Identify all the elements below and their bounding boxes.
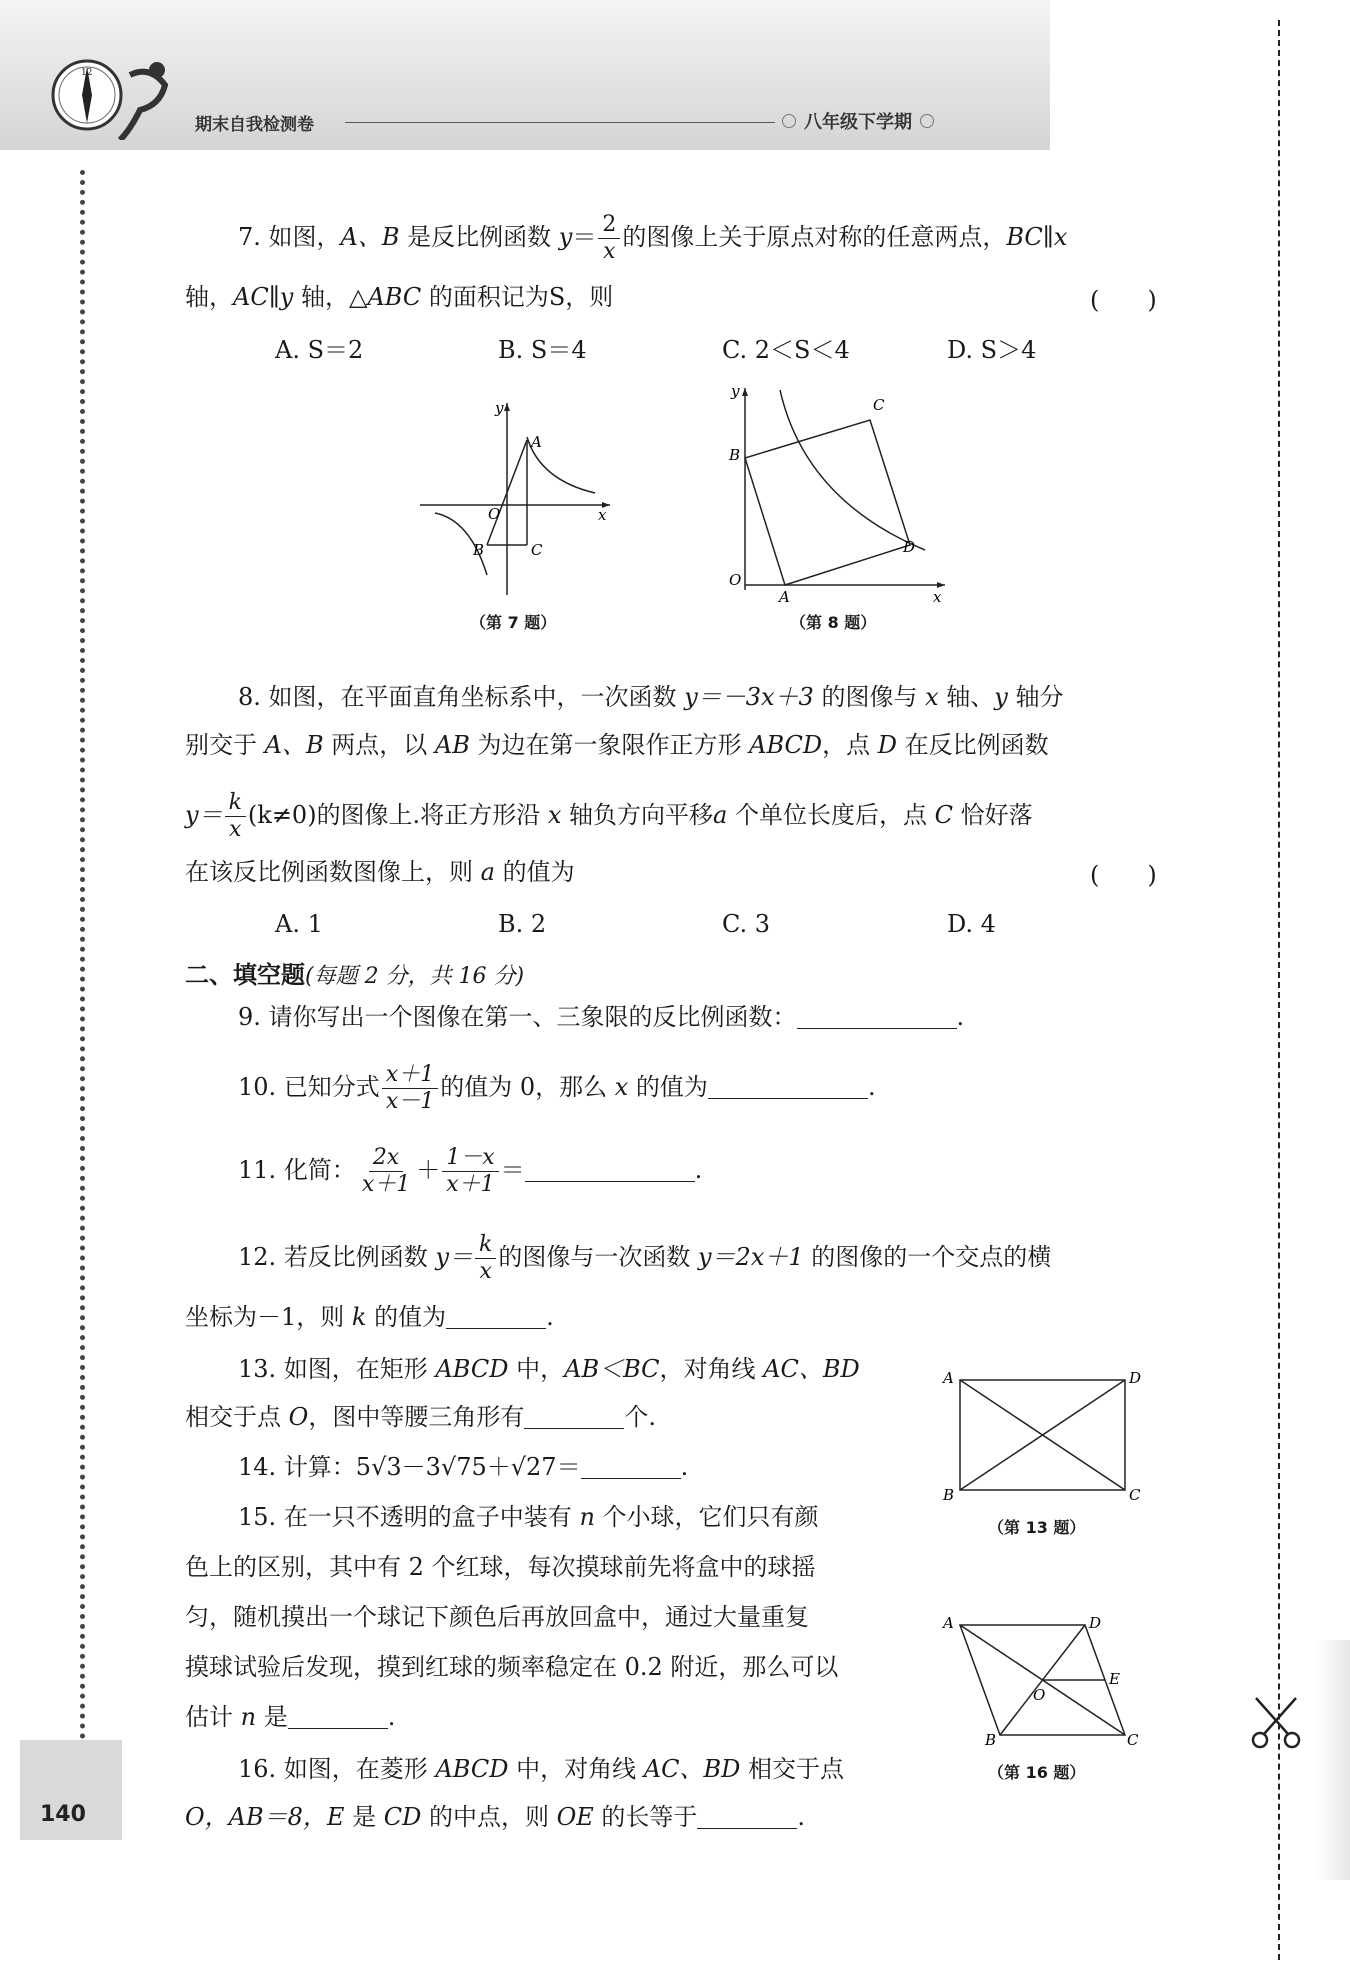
page-edge-shadow: [1316, 1640, 1350, 1880]
q8-text: 轴负方向平移: [561, 801, 714, 829]
frac-den: x＋1: [361, 1172, 411, 1197]
q10-text: 已知分式: [283, 1073, 380, 1101]
q16-end: .: [797, 1803, 806, 1831]
fig7-label-y: y: [495, 399, 504, 417]
q14-end: .: [680, 1453, 689, 1481]
q15-text: 在一只不透明的盒子中装有: [283, 1503, 580, 1531]
q15-line1: [238, 1500, 819, 1534]
binding-dotted-line: [80, 170, 85, 1760]
fig7-label-b: B: [473, 541, 485, 559]
q8-option-c: C. 3: [722, 910, 771, 938]
q12-var: k: [351, 1303, 367, 1331]
q15-end: .: [387, 1703, 396, 1731]
q8-text: 轴、: [938, 683, 995, 711]
q12-number: 12.: [238, 1243, 277, 1271]
q10-answer-blank[interactable]: [708, 1072, 868, 1099]
q13-var: ABCD: [435, 1355, 509, 1383]
q7-option-b: B. S＝4: [498, 336, 587, 364]
q12-text: 的值为: [366, 1303, 447, 1331]
q16-text: 的中点，则: [421, 1803, 557, 1831]
q8-text: ，点: [822, 731, 878, 759]
q8-var: y: [994, 683, 1008, 711]
compass-logo-icon: [45, 55, 175, 140]
q7-option-d: D. S＞4: [947, 336, 1037, 364]
q14-answer-blank[interactable]: [581, 1452, 681, 1479]
q7-var: BC∥x: [1006, 223, 1068, 251]
frac-num: k: [475, 1232, 496, 1259]
q10-number: 10.: [238, 1073, 277, 1101]
q15-line5: [185, 1700, 395, 1734]
q13-var: AB＜BC: [564, 1355, 660, 1383]
fig8-label-a: A: [779, 588, 790, 605]
q7-line2: [185, 280, 613, 314]
q12-text: 坐标为－1，则: [185, 1303, 352, 1331]
fig7-label-a: A: [531, 433, 542, 451]
q7-var: A、B: [340, 223, 400, 251]
q12-end: .: [546, 1303, 554, 1331]
q16-text: 的长等于: [593, 1803, 698, 1831]
q12-line2: [185, 1300, 554, 1334]
fig13-caption: （第 13 题）: [988, 1518, 1086, 1537]
fig16-label-e: E: [1109, 1670, 1120, 1688]
q8-var: C: [934, 801, 953, 829]
fig16-caption: （第 16 题）: [988, 1763, 1086, 1782]
q15-line2: 色上的区别，其中有 2 个红球，每次摸球前先将盒中的球摇: [185, 1553, 816, 1581]
q15-number: 15.: [238, 1503, 277, 1531]
q12-var: y＝2x＋1: [698, 1243, 804, 1271]
section2-title: 二、填空题: [185, 961, 305, 989]
frac-num: 2x: [369, 1145, 403, 1172]
fig7-caption: （第 7 题）: [470, 613, 557, 632]
q10-var: x: [614, 1073, 629, 1101]
q15-var: n: [579, 1503, 595, 1531]
q13-line2: [185, 1400, 656, 1434]
fig13-label-c: C: [1129, 1486, 1141, 1504]
q10-text: 的值为: [628, 1073, 708, 1101]
svg-text:12: 12: [81, 68, 93, 78]
q15-line3: 匀，随机摸出一个球记下颜色后再放回盒中，通过大量重复: [185, 1603, 809, 1631]
q8-text: 如图，在平面直角坐标系中，一次函数: [268, 683, 685, 711]
header-rule: [345, 122, 775, 123]
q8-var: D: [877, 731, 898, 759]
q11-line: [238, 1145, 702, 1198]
ring-icon: [920, 114, 934, 128]
q8-fraction: [225, 790, 246, 843]
q8-var: AB: [434, 731, 470, 759]
q15-answer-blank[interactable]: [288, 1702, 388, 1729]
frac-num: x＋1: [382, 1062, 438, 1089]
q8-text: 恰好落: [952, 801, 1033, 829]
q10-fraction: [382, 1062, 438, 1115]
q12-var: y＝: [435, 1243, 474, 1271]
q7-var: y: [558, 223, 573, 251]
frac-num: 2: [598, 212, 620, 239]
q8-var: y＝: [185, 801, 223, 829]
q8-text: 的图像与: [813, 683, 926, 711]
section2-note: (每题 2 分，共 16 分): [305, 964, 525, 989]
section2-heading: [185, 955, 524, 990]
q13-text: 中，: [508, 1355, 565, 1383]
q11-fraction-1: [358, 1145, 414, 1198]
q11-plus: ＋: [416, 1156, 441, 1184]
q12-answer-blank[interactable]: [446, 1302, 546, 1329]
scissors-icon: [1246, 1690, 1306, 1750]
q13-var: AC、BD: [763, 1355, 860, 1383]
fig8-label-x: x: [933, 588, 942, 605]
fig7-label-x: x: [598, 506, 607, 524]
frac-den: x－1: [385, 1089, 435, 1114]
fig8-label-d: D: [903, 538, 916, 556]
q10-line: [238, 1062, 876, 1115]
q16-text: 是: [344, 1803, 384, 1831]
q8-text: 轴分: [1007, 683, 1064, 711]
fig8-label-b: B: [729, 446, 741, 464]
q15-line4: 摸球试验后发现，摸到红球的频率稳定在 0.2 附近，那么可以: [185, 1653, 839, 1681]
fig16-label-b: B: [985, 1731, 997, 1745]
q7-text: 是反比例函数: [399, 223, 559, 251]
q9-end: .: [956, 1003, 965, 1031]
fig8-caption: （第 8 题）: [790, 613, 877, 632]
q8-number: 8.: [238, 683, 261, 711]
q8-var: x: [925, 683, 939, 711]
frac-den: x: [603, 239, 616, 264]
q11-text: 化简：: [283, 1156, 356, 1184]
fig7-label-c: C: [531, 541, 543, 559]
q11-answer-blank[interactable]: [525, 1155, 695, 1182]
frac-den: x＋1: [446, 1172, 495, 1197]
q7-answer-paren: ( ): [1090, 286, 1157, 314]
fig7-label-o: O: [488, 505, 501, 523]
fig13-diagram: [935, 1365, 1145, 1505]
q8-option-b: B. 2: [498, 910, 547, 938]
q7-option-a: A. S＝2: [275, 336, 364, 364]
fig8-diagram: [725, 380, 955, 605]
frac-den: x: [479, 1259, 492, 1284]
q7-text: 轴，: [185, 283, 233, 311]
fig16-label-c: C: [1127, 1731, 1139, 1745]
q8-option-d: D. 4: [947, 910, 996, 938]
q16-number: 16.: [238, 1755, 277, 1783]
q7-var: AC∥y: [233, 283, 294, 311]
q7-line1: [238, 212, 1067, 265]
q15-text: 个小球，它们只有颜: [594, 1503, 819, 1531]
q8-var: ABCD: [749, 731, 823, 759]
q7-text: 如图，: [268, 223, 341, 251]
grade-label: 八年级下学期: [804, 112, 912, 133]
q16-var: CD: [383, 1803, 422, 1831]
q8-line3: [185, 790, 1033, 843]
q14-text: 计算：5√3－3√75＋√27＝: [283, 1453, 581, 1481]
cut-line: [1278, 20, 1280, 1960]
q8-answer-paren: ( ): [1090, 861, 1157, 889]
q14-number: 14.: [238, 1453, 277, 1481]
q8-text: 在反比例函数: [897, 731, 1049, 759]
q16-var: OE: [556, 1803, 594, 1831]
fig16-label-d: D: [1089, 1614, 1102, 1632]
q13-text: 相交于点: [185, 1403, 289, 1431]
q9-line: [238, 1000, 964, 1034]
q7-option-c: C. 2＜S＜4: [722, 336, 850, 364]
q12-text: 的图像的一个交点的横: [803, 1243, 1052, 1271]
q11-number: 11.: [238, 1156, 277, 1184]
fig13-label-d: D: [1129, 1369, 1142, 1387]
header-title: 期末自我检测卷: [195, 115, 314, 135]
q16-text: 中，对角线: [508, 1755, 644, 1783]
q7-eq: ＝: [572, 223, 597, 251]
q12-text: 若反比例函数: [283, 1243, 436, 1271]
frac-num: k: [225, 790, 246, 817]
q7-text: 的图像上关于原点对称的任意两点，: [622, 223, 1007, 251]
q13-text: 如图，在矩形: [283, 1355, 436, 1383]
q16-line2: [185, 1800, 805, 1834]
q9-text: 请你写出一个图像在第一、三象限的反比例函数：: [268, 1003, 797, 1031]
q7-number: 7.: [238, 223, 261, 251]
q16-answer-blank[interactable]: [697, 1802, 797, 1829]
q11-eq: ＝: [500, 1156, 525, 1184]
q8-text: 个单位长度后，点: [727, 801, 935, 829]
q16-var: ABCD: [435, 1755, 509, 1783]
fig16-diagram: [935, 1610, 1145, 1745]
q14-line: [238, 1450, 688, 1484]
q16-line1: [238, 1752, 844, 1786]
q8-var: y＝－3x＋3: [684, 683, 814, 711]
q12-fraction: [475, 1232, 496, 1285]
q8-text: 两点，以: [323, 731, 435, 759]
fig8-label-y: y: [731, 382, 740, 400]
q7-fraction: [598, 212, 620, 265]
frac-num: 1－x: [442, 1145, 498, 1172]
fig13-label-b: B: [943, 1486, 955, 1504]
fig7-diagram: [415, 395, 615, 605]
q9-number: 9.: [238, 1003, 261, 1031]
q9-answer-blank[interactable]: [797, 1002, 957, 1029]
fig16-label-a: A: [943, 1614, 954, 1632]
q10-text: 的值为 0，那么: [440, 1073, 615, 1101]
q16-text: 如图，在菱形: [283, 1755, 436, 1783]
fig8-label-o: O: [729, 571, 742, 589]
q7-text: 的面积记为S，则: [421, 283, 614, 311]
page-number: 140: [40, 1802, 86, 1827]
q13-answer-blank[interactable]: [524, 1402, 624, 1429]
q8-var: a: [713, 801, 728, 829]
q8-var: a: [480, 858, 495, 886]
q10-end: .: [867, 1073, 876, 1101]
q15-text: 是: [256, 1703, 288, 1731]
q7-var: ABC: [367, 283, 422, 311]
q12-text: 的图像与一次函数: [498, 1243, 698, 1271]
fig16-label-o: O: [1033, 1686, 1046, 1704]
q8-var: x: [547, 801, 562, 829]
q15-text: 估计: [185, 1703, 241, 1731]
q8-option-a: A. 1: [275, 910, 323, 938]
q7-text: 轴，△: [293, 283, 368, 311]
fig13-label-a: A: [943, 1369, 954, 1387]
q8-line4: [185, 855, 575, 889]
q8-line2: [185, 728, 1049, 762]
q15-var: n: [240, 1703, 257, 1731]
header-grade: [782, 108, 934, 134]
q8-text: 的图像上.将正方形沿: [316, 801, 548, 829]
q8-text: 别交于: [185, 731, 265, 759]
ring-icon: [782, 114, 796, 128]
q8-text: (k≠0): [247, 801, 317, 829]
q8-text: 的值为: [494, 858, 575, 886]
q16-var: O，AB＝8，E: [185, 1803, 345, 1831]
fig8-label-c: C: [873, 396, 885, 414]
q13-text: 个.: [624, 1403, 656, 1431]
q8-line1: [238, 680, 1063, 714]
q13-number: 13.: [238, 1355, 277, 1383]
q13-text: ，图中等腰三角形有: [308, 1403, 525, 1431]
q8-text: 为边在第一象限作正方形: [469, 731, 750, 759]
q16-text: 相交于点: [740, 1755, 844, 1783]
q8-text: 在该反比例函数图像上，则: [185, 858, 481, 886]
q13-text: ，对角线: [659, 1355, 764, 1383]
q12-line1: [238, 1232, 1051, 1285]
q13-var: O: [288, 1403, 309, 1431]
q11-fraction-2: [442, 1145, 498, 1198]
q16-var: AC、BD: [643, 1755, 741, 1783]
q8-var: A、B: [264, 731, 324, 759]
frac-den: x: [229, 817, 242, 842]
q13-line1: [238, 1352, 860, 1386]
q11-end: .: [694, 1156, 703, 1184]
